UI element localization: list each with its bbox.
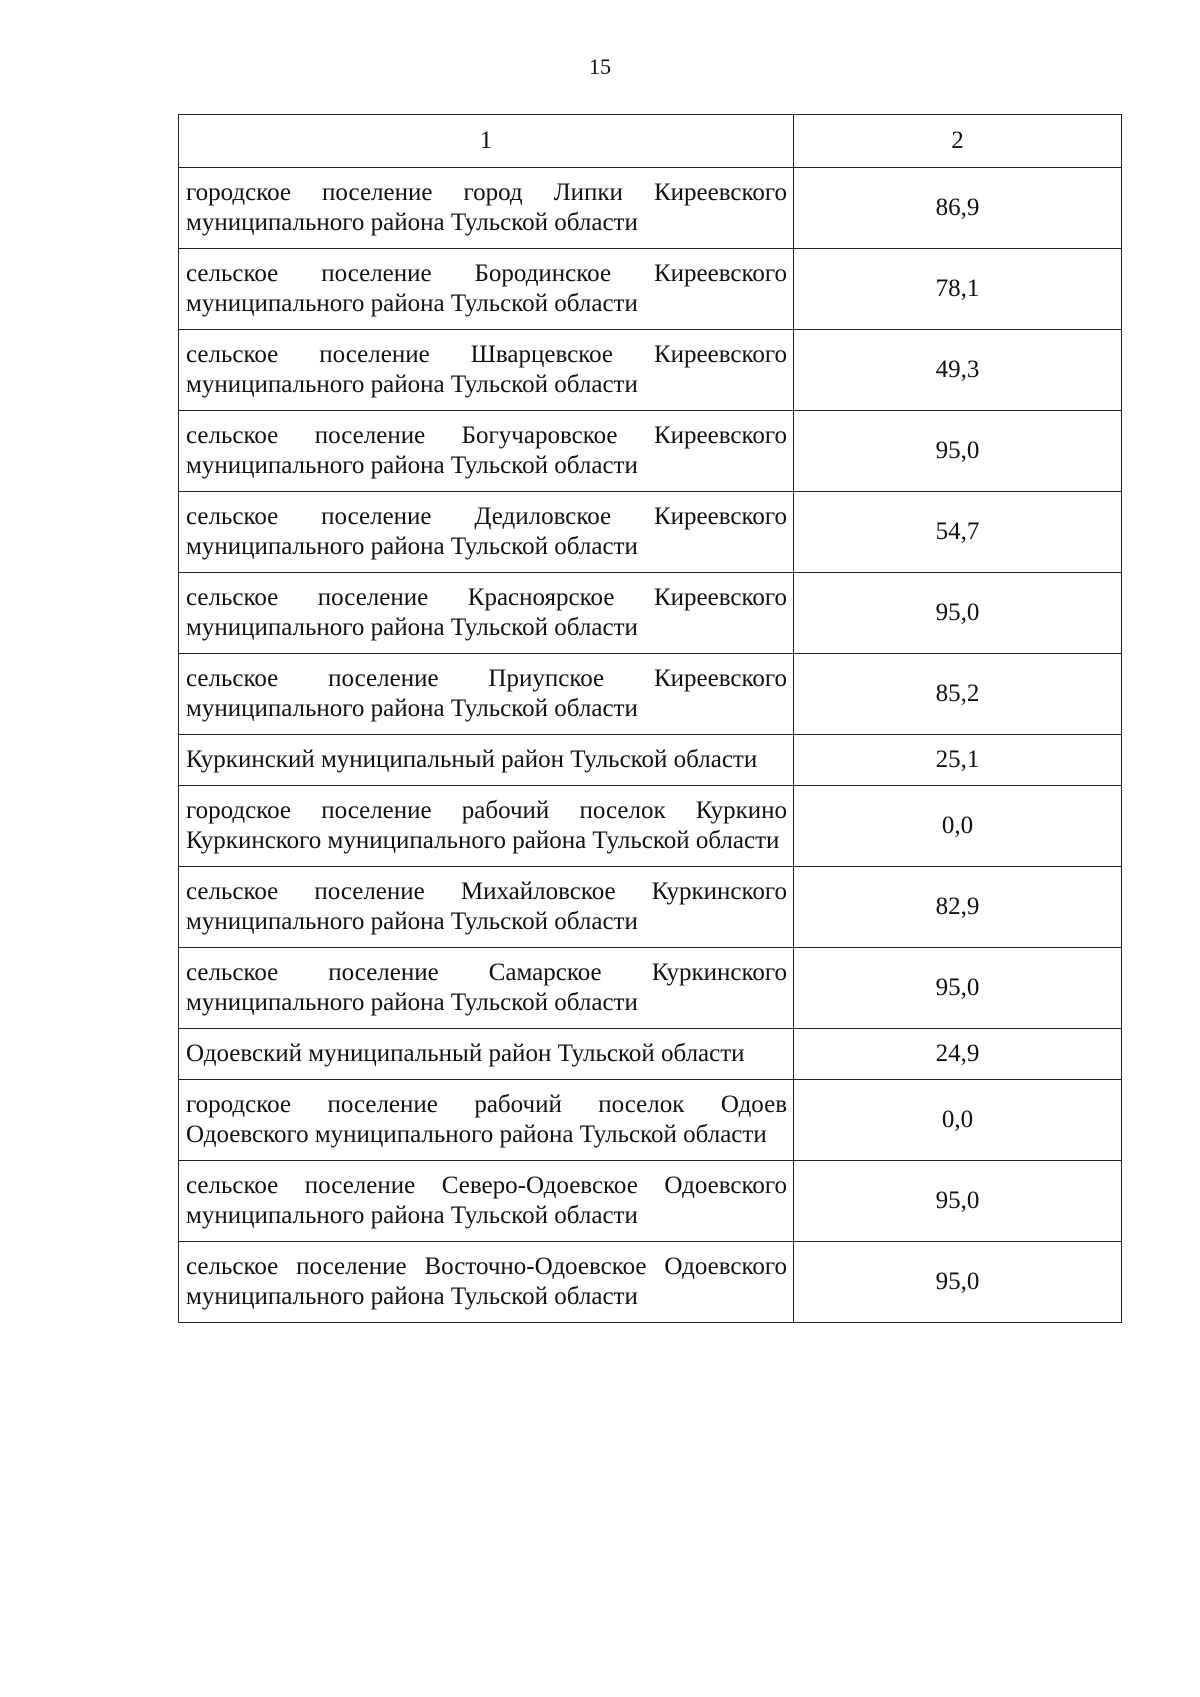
municipality-name: сельское поселение Бородинское Киреевского муниципального района Тульской области [179,249,794,330]
municipality-name: сельское поселение Богучаровское Киреевского муниципального района Тульской области [179,411,794,492]
table-row [179,654,1122,735]
municipality-name: сельское поселение Восточно-Одоевское Одоевского муниципального района Тульской области [179,1242,794,1323]
table-row [179,735,1122,786]
table-header-row [179,115,1122,168]
municipality-name: сельское поселение Дедиловское Киреевского муниципального района Тульской области [179,492,794,573]
municipality-value: 24,9 [794,1029,1122,1080]
table-row [179,492,1122,573]
table-row [179,1161,1122,1242]
municipality-name: Одоевский муниципальный район Тульской области [179,1029,794,1080]
table-row [179,330,1122,411]
municipality-value: 85,2 [794,654,1122,735]
municipality-value: 95,0 [794,948,1122,1029]
municipality-value: 78,1 [794,249,1122,330]
municipality-name: сельское поселение Самарское Куркинского муниципального района Тульской области [179,948,794,1029]
municipality-value: 0,0 [794,1080,1122,1161]
table-row [179,948,1122,1029]
municipality-value: 86,9 [794,168,1122,249]
municipality-name: городское поселение рабочий поселок Куркино Куркинского муниципального района Тульской области [179,786,794,867]
municipality-name: сельское поселение Шварцевское Киреевского муниципального района Тульской области [179,330,794,411]
municipality-value: 25,1 [794,735,1122,786]
municipality-name: Куркинский муниципальный район Тульской области [179,735,794,786]
municipality-value: 49,3 [794,330,1122,411]
table-row [179,411,1122,492]
table-row [179,573,1122,654]
municipality-value: 95,0 [794,1161,1122,1242]
municipality-value: 54,7 [794,492,1122,573]
table-row [179,786,1122,867]
municipality-value: 95,0 [794,573,1122,654]
table-row [179,249,1122,330]
municipality-value: 95,0 [794,1242,1122,1323]
municipality-name: городское поселение рабочий поселок Одоев Одоевского муниципального района Тульской области [179,1080,794,1161]
municipality-name: сельское поселение Приупское Киреевского муниципального района Тульской области [179,654,794,735]
page-number: 15 [589,54,611,79]
table-row [179,867,1122,948]
table-row [179,168,1122,249]
table-row [179,1029,1122,1080]
municipality-name: городское поселение город Липки Киреевского муниципального района Тульской области [179,168,794,249]
municipality-name: сельское поселение Северо-Одоевское Одоевского муниципального района Тульской области [179,1161,794,1242]
municipality-value: 82,9 [794,867,1122,948]
table-row [179,1080,1122,1161]
municipality-name: сельское поселение Михайловское Куркинского муниципального района Тульской области [179,867,794,948]
column-header-2: 2 [794,115,1122,168]
data-table [178,114,1122,1323]
municipality-name: сельское поселение Красноярское Киреевского муниципального района Тульской области [179,573,794,654]
table-row [179,1242,1122,1323]
municipality-value: 0,0 [794,786,1122,867]
municipality-value: 95,0 [794,411,1122,492]
column-header-1: 1 [179,115,794,168]
